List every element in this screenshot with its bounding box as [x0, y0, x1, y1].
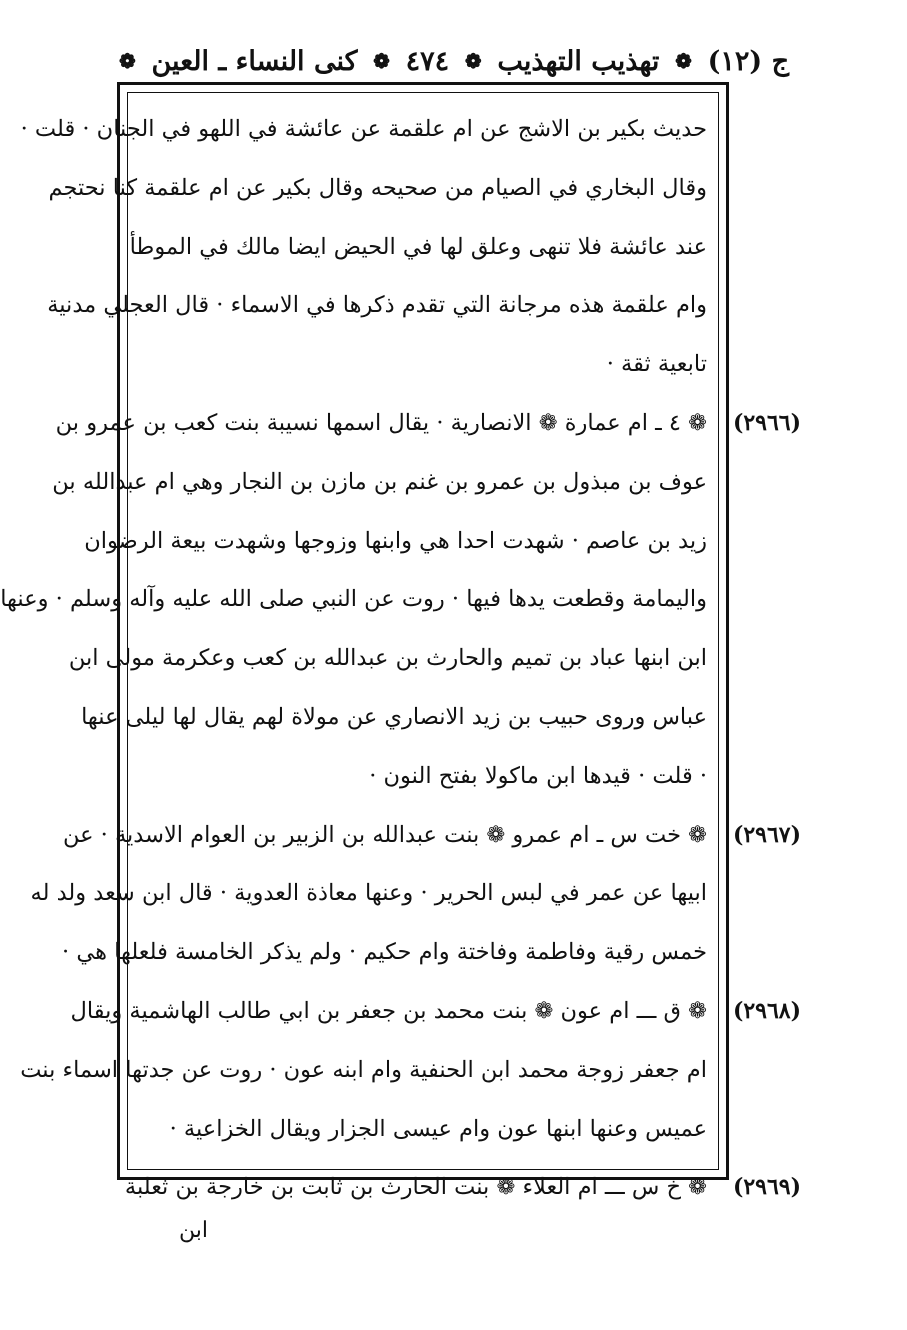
section-title: كنى النساء ـ العين — [151, 45, 358, 77]
text-line: واليمامة وقطعت يدها فيها · روت عن النبي صلى الله عليه وآله وسلم · وعنها — [0, 586, 707, 613]
text-line: عباس وروى حبيب بن زيد الانصاري عن مولاة لهم يقال لها ليلى عنها — [81, 703, 707, 730]
text-line: · قلت · قيدها ابن ماكولا بفتح النون · — [369, 762, 707, 789]
text-line: عند عائشة فلا تنهى وعلق لها في الحيض ايضا مالك في الموطأ — [129, 233, 707, 260]
ornament-icon: ❁ — [675, 49, 692, 73]
text-line: ❁ ق ـــ ام عون ❁ بنت محمد بن جعفر بن ابي طالب الهاشمية ويقال — [70, 997, 707, 1024]
entry-number: (٢٩٦٧) — [732, 821, 802, 848]
text-line: ابن ابنها عباد بن تميم والحارث بن عبدالله بن كعب وعكرمة مولى ابن — [68, 645, 707, 672]
text-line: عوف بن مبذول بن عمرو بن غنم بن مازن بن النجار وهي ام عبدالله بن — [52, 468, 707, 495]
text-line: ابيها عن عمر في لبس الحرير · وعنها معاذة العدوية · قال ابن سعد ولد له — [30, 880, 707, 907]
page-number: ٤٧٤ — [405, 45, 450, 77]
text-line: ❁ خ س ـــ ام العلاء ❁ بنت الحارث بن ثابت بن خارجة بن ثعلبة — [124, 1174, 707, 1201]
ornament-icon: ❁ — [373, 49, 390, 73]
entry-number: (٢٩٦٩) — [732, 1174, 802, 1201]
ornament-icon: ❁ — [119, 49, 136, 73]
entry-number: (٢٩٦٦) — [732, 410, 802, 436]
body-text — [0, 100, 707, 1217]
volume-number: ج (١٢) — [707, 45, 789, 77]
catchword: ابن — [179, 1218, 208, 1243]
text-line: عميس وعنها ابنها عون وام عيسى الجزار ويقال الخزاعية · — [169, 1115, 707, 1142]
text-line: ام جعفر زوجة محمد ابن الحنفية وام ابنه عون · روت عن جدتها اسماء بنت — [20, 1056, 707, 1083]
book-title: تهذيب التهذيب — [497, 45, 660, 77]
ornament-icon: ❁ — [464, 49, 482, 73]
text-line: زيد بن عاصم · شهدت احدا هي وابنها وزوجها وشهدت بيعة الرضوان — [84, 527, 707, 554]
text-line: وقال البخاري في الصيام من صحيحه وقال بكير عن ام علقمة كنا نحتجم — [48, 174, 707, 201]
text-line: حديث بكير بن الاشج عن ام علقمة عن عائشة في اللهو في الجنان · قلت · — [20, 116, 707, 142]
text-line: تابعية ثقة · — [606, 351, 707, 378]
text-line: وام علقمة هذه مرجانة التي تقدم ذكرها في الاسماء · قال العجلي مدنية — [47, 292, 707, 319]
text-line: ❁ ٤ ـ ام عمارة ❁ الانصارية · يقال اسمها نسيبة بنت كعب بن عمرو بن — [55, 409, 707, 436]
text-line: ❁ خت س ـ ام عمرو ❁ بنت عبدالله بن الزبير بن العوام الاسدية · عن — [62, 821, 707, 848]
page-header — [119, 36, 789, 86]
entry-number: (٢٩٦٨) — [732, 998, 802, 1024]
text-line: خمس رقية وفاطمة وفاختة وام حكيم · ولم يذكر الخامسة فلعلها هي · — [62, 939, 707, 966]
